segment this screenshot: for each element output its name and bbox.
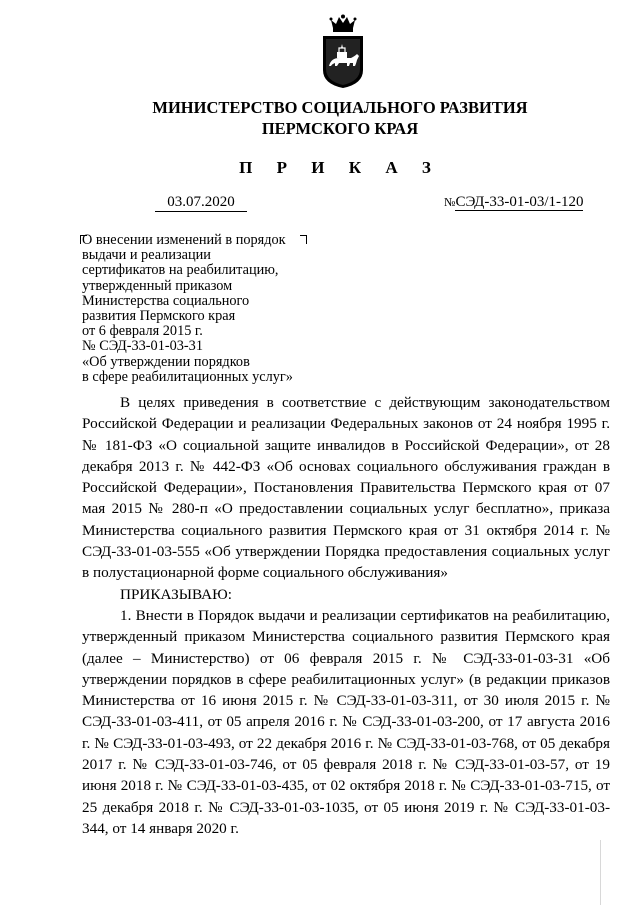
subject-line: развития Пермского края [82,308,236,325]
subject-line: выдачи и реализации [82,247,211,264]
number-sign: № [444,195,456,209]
document-type-title: П Р И К А З [239,158,441,177]
document-subject [82,233,322,385]
subject-line: от 6 февраля 2015 г. [82,323,203,340]
coat-of-arms-icon [319,14,367,90]
subject-line: в сфере реабилитационных услуг» [82,368,293,385]
subject-line: сертификатов на реабилитацию, [82,262,279,279]
document-body [82,392,610,839]
scan-edge-line [600,840,601,905]
ministry-name [120,97,560,139]
ministry-name-line2: ПЕРМСКОГО КРАЯ [261,119,419,138]
item-1-paragraph: 1. Внести в Порядок выдачи и реализации сертификатов на реабилитацию, утвержденный приказом Министерства социального развития Пермского края (далее – Министерство) от 06 февраля 2015 г. № СЭД-33-01-03-31 «Об утверждении порядков в сфере реабилитационных услуг» (в редакции приказов Министерства от 16 июня 2015 г. № СЭД-33-01-03-311, от 30 июля 2015 г. № СЭД-33-01-03-411, от 05 апреля 2016 г. № СЭД-33-01-03-200, от 17 августа 2016 г. № СЭД-33-01-03-493, от 22 декабря 2016 г. № СЭД-33-01-03-768, от 05 декабря 2017 г. № СЭД-33-01-03-746, от 05 февраля 2018 г. № СЭД-33-01-03-57, от 19 июня 2018 г. № СЭД-33-01-03-435, от 02 октября 2018 г. № СЭД-33-01-03-715, от 25 декабря 2018 г. № СЭД-33-01-03-1035, от 05 июня 2019 г. № СЭД-33-01-03-344, от 14 января 2020 г. [82,606,610,837]
subject-line: № СЭД-33-01-03-31 [82,338,203,355]
preamble-paragraph: В целях приведения в соответствие с действующим законодательством Российской Федерации и реализации Федеральных законов от 24 ноября 1995 г. № 181-ФЗ «О социальной защите инвалидов в Российской Федерации», от 28 декабря 2013 г. № 442-ФЗ «Об основах социального обслуживания граждан в Российской Федерации», Постановления Правительства Пермского края от 07 мая 2015 № 280-п «О предоставлении социальных услуг бесплатно», приказа Министерства социального развития Пермского края от 31 октября 2014 г. № СЭД-33-01-03-555 «Об утверждении Порядка предоставления социальных услуг в полустационарной форме социального обслуживания» [82,394,610,582]
subject-line: утвержденный приказом [82,277,233,294]
ministry-name-line1: МИНИСТЕРСТВО СОЦИАЛЬНОГО РАЗВИТИЯ [152,98,528,117]
subject-line: Министерства социального [82,292,250,309]
number-value: СЭД-33-01-03/1-120 [455,194,584,210]
document-number [444,193,583,211]
decree-word: ПРИКАЗЫВАЮ: [120,585,232,603]
document-date: 03.07.2020 [155,193,247,212]
subject-line: О внесении изменений в порядок [82,232,286,248]
subject-line: «Об утверждении порядков [82,353,250,370]
